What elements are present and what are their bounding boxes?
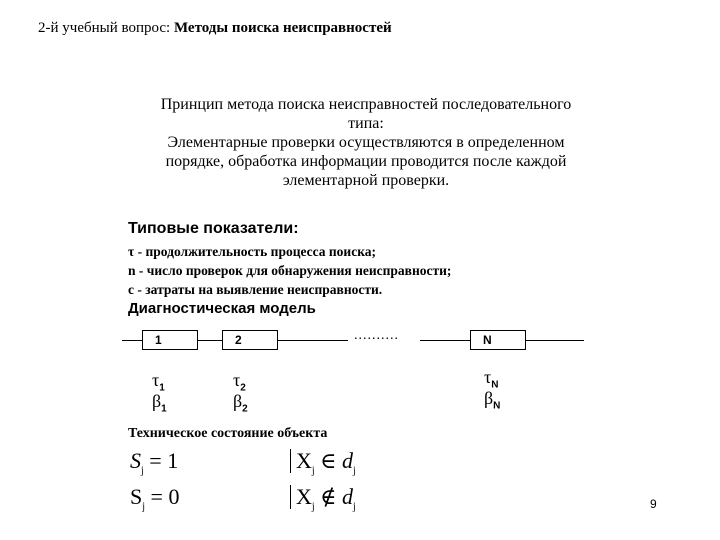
principle-line: порядке, обработка информации проводится после каждой [165,153,567,170]
header-prefix: 2-й учебный вопрос: [38,20,174,36]
tau-2-symbol: $\tau_2$ [233,370,246,394]
formula-bracket [290,449,291,473]
check-box-1: 1 [142,330,198,350]
formula-x-in-d: $X_j$ ∈ $d_j$ [296,448,356,477]
principle-block [122,95,610,190]
page-number: 9 [650,497,657,511]
chain-dots: .......... [354,328,399,343]
chain-line [278,340,348,341]
principle-line: типа: [348,115,384,132]
formula-s-zero: $S_j = 0$ [130,484,180,513]
beta-2-symbol: $\beta_2$ [233,391,248,415]
model-title: Диагностическая модель [128,300,316,317]
chain-line [198,340,222,341]
tau-n-symbol: $\tau_N$ [484,367,499,391]
formula-bracket [290,485,291,509]
tau-1-symbol: $\tau_1$ [152,370,165,394]
principle-line: Элементарные проверки осуществляются в определенном [167,134,565,151]
beta-1-symbol: $\beta_1$ [152,391,167,415]
formula-x-notin-d: $X_j$ ∉ $d_j$ [296,484,356,513]
indicator-item-tau: τ - продолжительность процесса поиска; [128,244,377,259]
chain-line [122,340,142,341]
chain-line [420,340,470,341]
principle-line: элементарной проверки. [282,172,450,189]
indicator-item-c: c - затраты на выявление неисправности. [128,282,383,297]
indicator-item-n: n - число проверок для обнаружения неисправности; [128,263,452,278]
header-title: Методы поиска неисправностей [173,20,392,36]
indicators-title: Типовые показатели: [128,220,299,237]
formula-s-one: $S_j = 1$ [130,448,179,477]
beta-n-symbol: $\beta_N$ [484,388,501,412]
check-box-n: N [470,330,526,350]
state-title: Техническое состояние объекта [128,426,328,441]
principle-line: Принцип метода поиска неисправностей последовательного [160,96,572,113]
chain-line [526,340,584,341]
slide-header [38,20,392,37]
check-box-2: 2 [222,330,278,350]
